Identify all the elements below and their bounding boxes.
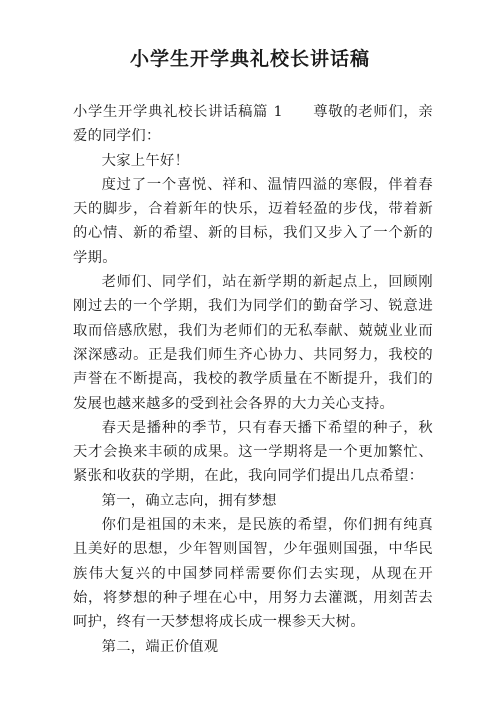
paragraph-heading-greeting: 小学生开学典礼校长讲话稿篇 1 尊敬的老师们，亲爱的同学们： [73, 104, 433, 145]
document-body [73, 100, 433, 659]
document-title: 小学生开学典礼校长讲话稿 [129, 48, 370, 70]
paragraph-winter-break: 度过了一个喜悦、祥和、温情四溢的寒假，伴着春天的脚步，合着新年的快乐，迈着轻盈的步伐，带着新的心情、新的希望、新的目标，我们又步入了一个新的学期。 [73, 176, 433, 266]
paragraph-spring-hopes: 春天是播种的季节，只有春天播下希望的种子，秋天才会换来丰硕的成果。这一学期将是一个更加繁忙、紧张和收获的学期，在此，我向同学们提出几点希望： [73, 419, 433, 485]
paragraph-point-one-heading: 第一，确立志向，拥有梦想 [101, 492, 277, 509]
paragraph-salutation: 大家上午好！ [101, 152, 190, 169]
paragraph-point-one-body: 你们是祖国的未来，是民族的希望，你们拥有纯真且美好的思想，少年智则国智，少年强则国强，中华民族伟大复兴的中国梦同样需要你们去实现，从现在开始，将梦想的种子埋在心中，用努力去灌溉，用刻苦去呵护，终有一天梦想将成长成一棵参天大树。 [73, 517, 433, 631]
paragraph-review: 老师们、同学们，站在新学期的新起点上，回顾刚刚过去的一个学期，我们为同学们的勤奋学习、锐意进取而倍感欣慰，我们为老师们的无私奉献、兢兢业业而深深感动。正是我们师生齐心协力、共同努力，我校的声誉在不断提高，我校的教学质量在不断提升，我们的发展也越来越多的受到社会各界的大力关心支持。 [73, 274, 433, 412]
paragraph-point-two-heading: 第二，端正价值观 [101, 638, 219, 655]
